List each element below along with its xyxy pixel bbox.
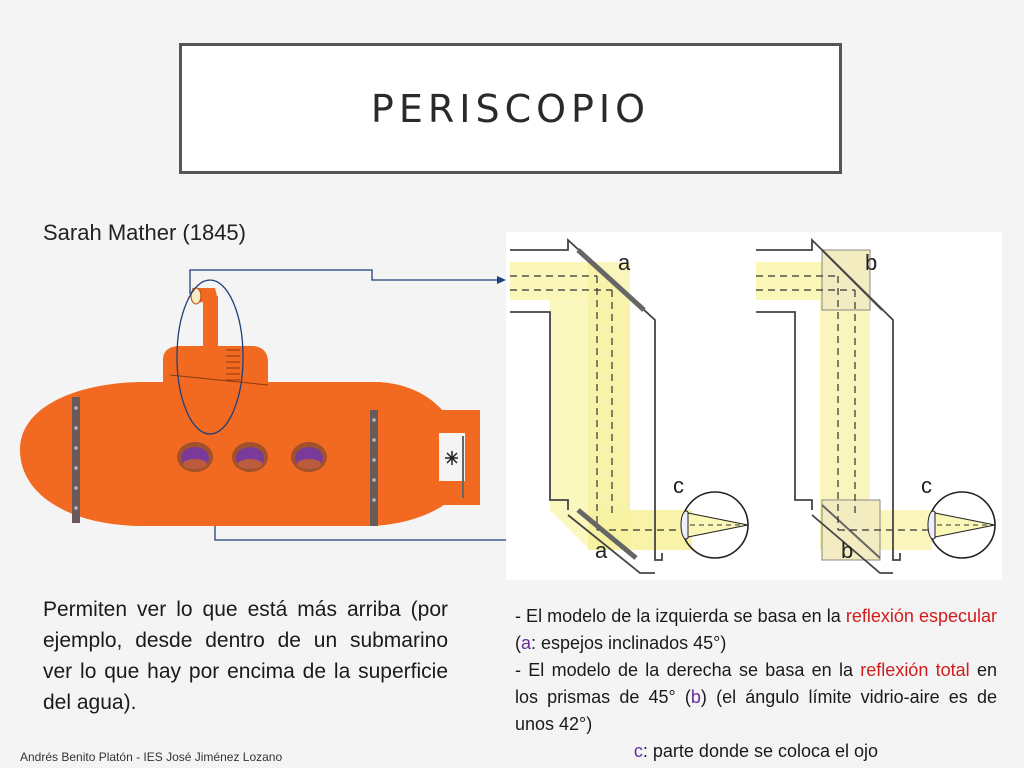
label-right-bottom: b	[841, 538, 854, 563]
page-title: PERISCOPIO	[370, 86, 651, 131]
note1-prefix: - El modelo de la izquierda se basa en la	[515, 606, 846, 626]
label-left-top: a	[618, 250, 631, 275]
note2-rest: ) (el ángulo límite vidrio-aire es de unos 42°)	[515, 687, 997, 734]
label-left-eye: c	[673, 473, 684, 498]
note1-open: (	[515, 633, 521, 653]
note3-letter: c	[633, 741, 643, 761]
note2-mid: en los prismas de 45° (	[515, 660, 998, 707]
footer-credit: Andrés Benito Platón - IES José Jiménez Lozano	[20, 750, 283, 764]
label-left-bottom: a	[595, 538, 608, 563]
prism-top	[822, 250, 870, 310]
description-paragraph: Permiten ver lo que está más arriba (por ejemplo, desde dentro de un submarino ver lo que hay por encima de la superficie del agua).	[43, 598, 448, 714]
note2-prefix: - El modelo de la derecha se basa en la	[515, 660, 861, 680]
inventor-caption: Sarah Mather (1845)	[43, 220, 246, 245]
note3-rest: : parte donde se coloca el ojo	[642, 741, 879, 761]
note1-highlight: reflexión especular	[845, 606, 997, 626]
model-notes	[515, 603, 997, 765]
label-right-eye: c	[921, 473, 932, 498]
note2-letter: b	[690, 687, 701, 707]
note2-highlight: reflexión total	[860, 660, 970, 680]
note1-rest: : espejos inclinados 45°)	[531, 633, 727, 653]
label-right-top: b	[865, 250, 878, 275]
note-left-model	[515, 603, 997, 657]
note-eye	[515, 738, 997, 765]
note1-letter: a	[521, 633, 532, 653]
note-right-model	[515, 657, 997, 738]
